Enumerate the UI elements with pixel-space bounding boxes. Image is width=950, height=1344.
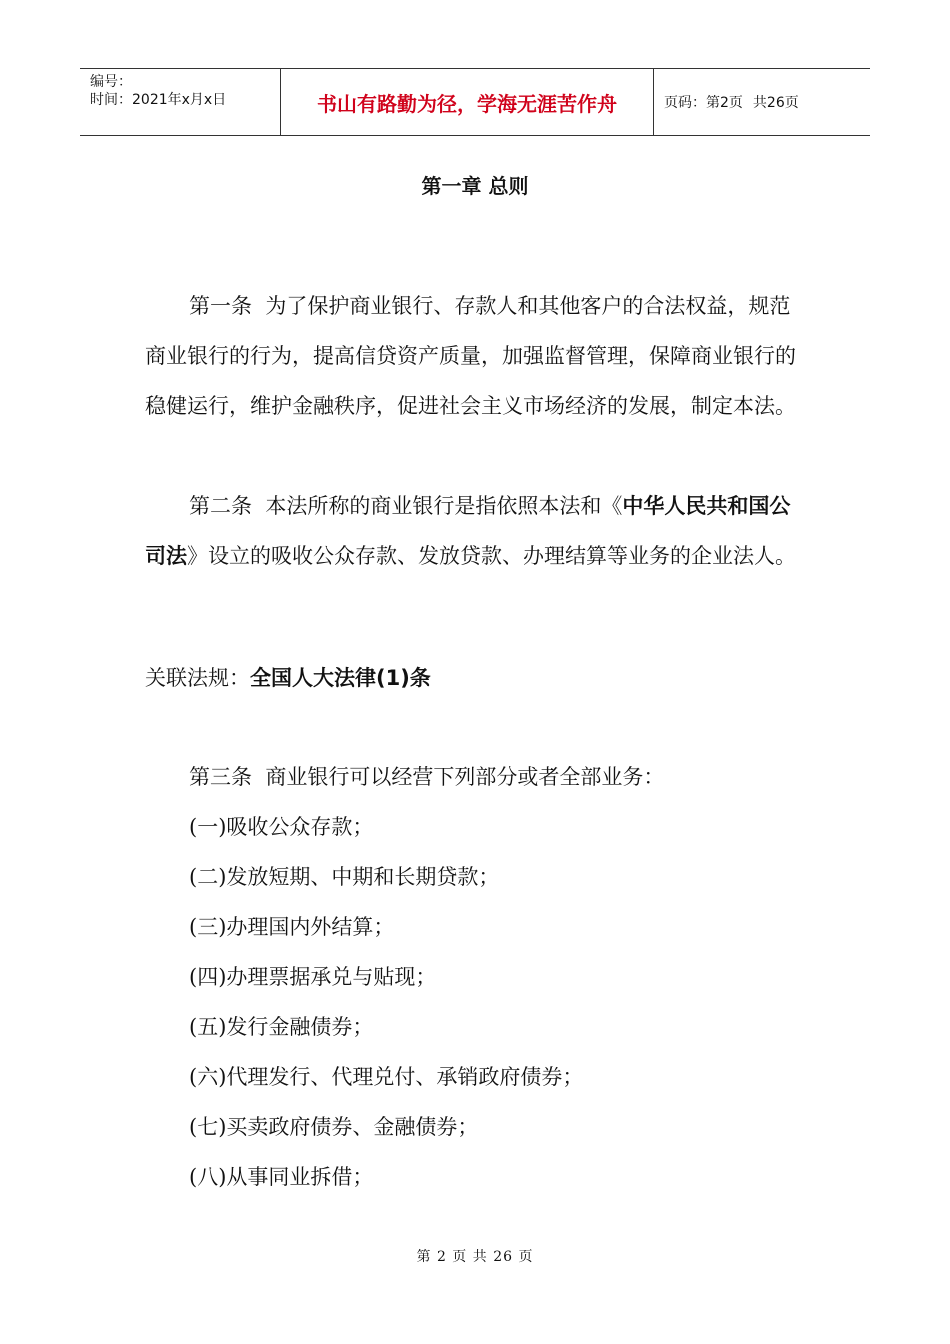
article-3-intro	[189, 752, 664, 802]
article-2	[145, 481, 805, 581]
list-item: (四)办理票据承兑与贴现；	[189, 965, 437, 989]
chapter-title: 第一章 总则	[421, 174, 529, 198]
date-label: 时间：2021年x月x日	[90, 92, 227, 108]
related-label: 关联法规：	[145, 666, 250, 690]
article-3-text: 商业银行可以经营下列部分或者全部业务：	[265, 765, 665, 789]
law-name-link[interactable]: 中华人民共和国公司法	[145, 494, 791, 568]
number-label: 编号：	[90, 74, 132, 90]
article-2-text-before: 本法所称的商业银行是指依照本法和《	[265, 494, 623, 518]
related-link[interactable]: 全国人大法律(1)条	[250, 666, 431, 690]
article-2-text-after: 》设立的吸收公众存款、发放贷款、办理结算等业务的企业法人。	[187, 544, 796, 568]
list-item: (五)发行金融债券；	[189, 1015, 374, 1039]
list-item: (三)办理国内外结算；	[189, 915, 395, 939]
page-label: 页码：第2页	[664, 95, 743, 111]
total-label: 共26页	[752, 95, 799, 111]
header-page-info	[654, 69, 870, 135]
document-header	[80, 68, 870, 136]
list-item: (六)代理发行、代理兑付、承销政府债券；	[189, 1065, 584, 1089]
article-3-label: 第三条	[189, 765, 252, 789]
article-3	[189, 752, 664, 1202]
page-footer: 第 2 页 共 26 页	[416, 1249, 534, 1265]
header-motto: 书山有路勤为径，学海无涯苦作舟	[280, 69, 654, 135]
article-1-label: 第一条	[189, 294, 252, 318]
list-item: (七)买卖政府债券、金融债券；	[189, 1115, 479, 1139]
related-regulations	[145, 656, 431, 700]
article-1-text: 为了保护商业银行、存款人和其他客户的合法权益，规范商业银行的行为，提高信贷资产质量，加强监督管理，保障商业银行的稳健运行，维护金融秩序，促进社会主义市场经济的发展，制定本法。	[145, 294, 796, 418]
article-2-label: 第二条	[189, 494, 252, 518]
list-item: (二)发放短期、中期和长期贷款；	[189, 865, 500, 889]
article-1	[145, 281, 805, 431]
list-item: (一)吸收公众存款；	[189, 815, 374, 839]
list-item: (八)从事同业拆借；	[189, 1165, 374, 1189]
header-meta	[80, 69, 280, 135]
